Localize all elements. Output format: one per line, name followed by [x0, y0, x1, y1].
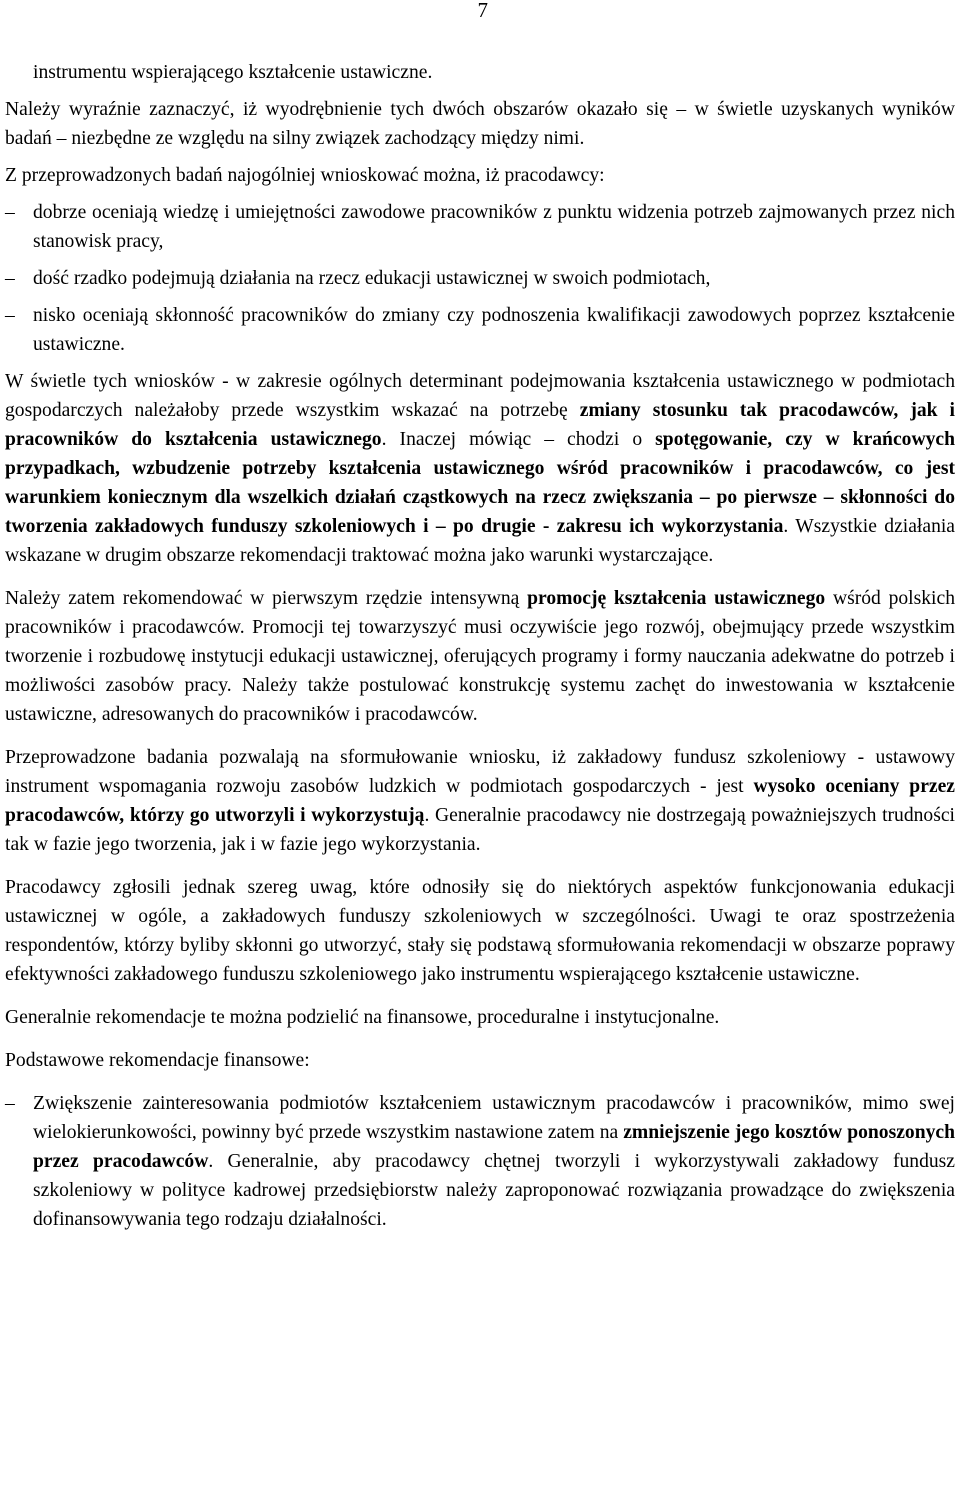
- bold-run: wysoko oceniany przez pracodawców, którzy go utworzyli i wykorzystują: [5, 776, 955, 826]
- list-item-text: nisko oceniają skłonność pracowników do zmiany czy podnoszenia kwalifikacji zawodowych poprzez kształcenie ustawiczne.: [33, 305, 955, 355]
- list-item-text: dość rzadko podejmują działania na rzecz edukacji ustawicznej w swoich podmiotach,: [33, 268, 711, 289]
- page-number: 7: [477, 0, 488, 22]
- paragraph-areas: Należy wyraźnie zaznaczyć, iż wyodrębnienie tych dwóch obszarów okazało się – w świetle uzyskanych wyników badań – niezbędne ze względu na silny związek zachodzący między nimi.: [5, 99, 955, 149]
- paragraph-financial-heading: Podstawowe rekomendacje finansowe:: [5, 1050, 310, 1071]
- paragraph-recommend: [5, 584, 955, 729]
- paragraph-research: [5, 743, 955, 859]
- paragraph-remarks: Pracodawcy zgłosili jednak szereg uwag, które odnosiły się do niektórych aspektów funkcjonowania edukacji ustawicznej w ogóle, a zakładowych funduszy szkoleniowych w szczególności. Uwagi te oraz spostrzeżenia respondentów, którzy byliby skłonni go utworzyć, stały się podstawą sformułowania rekomendacji w obszarze poprawy efektywności zakładowego funduszu szkoleniowego jako instrumentu wspierającego kształcenie ustawiczne.: [5, 877, 955, 985]
- text-run: W świetle tych wniosków - w zakresie ogólnych determinant podejmowania kształcenia ustawicznego w podmiotach gospodarczych należałoby przede wszystkim wskazać na potrzebę: [5, 371, 955, 421]
- document-body: [5, 58, 955, 1234]
- text-run: . Wszystkie działania wskazane w drugim obszarze rekomendacji traktować można jako warunki wystarczające.: [5, 516, 956, 566]
- continuation-line: instrumentu wspierającego kształcenie ustawiczne.: [33, 62, 433, 83]
- paragraph-conclusion-intro: Z przeprowadzonych badań najogólniej wnioskować można, iż pracodawcy:: [5, 165, 605, 186]
- text-run: . Generalnie, aby pracodawcy chętnej tworzyli i wykorzystywali zakładowy fundusz szkoleniowy w polityce kadrowej przedsiębiorstw należy zaproponować rozwiązania prowadzące do zwiększenia dofinansowywania tego rodzaju działalności.: [33, 1151, 955, 1230]
- paragraph-divide: Generalnie rekomendacje te można podzielić na finansowe, proceduralne i instytucjonalne.: [5, 1007, 720, 1028]
- text-run: . Inaczej mówiąc – chodzi o: [381, 429, 656, 450]
- bold-run: zmiany stosunku tak pracodawców, jak i pracowników do kształcenia ustawicznego: [5, 400, 955, 450]
- bold-run: spotęgowanie, czy w krańcowych przypadkach, wzbudzenie potrzeby kształcenia ustawicznego wśród pracowników i pracodawców, co jest warunkiem koniecznym dla wszelkich działań cząstkowych na rzecz zwiększania – po pierwsze – skłonności do tworzenia zakładowych funduszy szkoleniowych i – po drugie - zakresu ich wykorzystania: [5, 429, 955, 537]
- dash-bullet: –: [5, 305, 15, 326]
- dash-bullet: –: [5, 268, 15, 289]
- list-item-text: dobrze oceniają wiedzę i umiejętności zawodowe pracowników z punktu widzenia potrzeb zajmowanych przez nich stanowisk pracy,: [33, 202, 955, 252]
- dash-bullet: –: [5, 202, 15, 223]
- bold-run: zmniejszenie jego kosztów ponoszonych przez pracodawców: [33, 1122, 955, 1172]
- list-item: [5, 301, 955, 359]
- text-run: . Generalnie pracodawcy nie dostrzegają poważniejszych trudności tak w fazie jego tworzenia, jak i w fazie jego wykorzystania.: [5, 805, 955, 855]
- text-run: Przeprowadzone badania pozwalają na sformułowanie wniosku, iż zakładowy fundusz szkoleniowy - ustawowy instrument wspomagania rozwoju zasobów ludzkich w podmiotach gospodarczych - jest: [5, 747, 955, 797]
- list-item: [5, 198, 955, 256]
- list-item-text: [33, 1093, 955, 1230]
- paragraph-light-of-conclusions: [5, 367, 955, 570]
- bold-run: promocję kształcenia ustawicznego: [527, 588, 826, 609]
- text-run: Należy zatem rekomendować w pierwszym rzędzie intensywną: [5, 588, 528, 609]
- dash-bullet: –: [5, 1093, 15, 1114]
- list-item: [5, 1089, 955, 1234]
- text-run: Zwiększenie zainteresowania podmiotów kształceniem ustawicznym pracodawców i pracowników, mimo swej wielokierunkowości, powinny być przede wszystkim nastawione zatem na: [33, 1093, 955, 1143]
- text-run: wśród polskich pracowników i pracodawców. Promocji tej towarzyszyć musi oczywiście jego rozwój, obejmujący przede wszystkim tworzenie i rozbudowę instytucji edukacji ustawicznej, oferujących programy i formy nauczania adekwatne do potrzeb i możliwości zasobów pracy. Należy także postulować konstrukcję systemu zachęt do inwestowania w kształcenie ustawiczne, adresowanych do pracowników i pracodawców.: [5, 588, 955, 725]
- list-item: [5, 264, 955, 293]
